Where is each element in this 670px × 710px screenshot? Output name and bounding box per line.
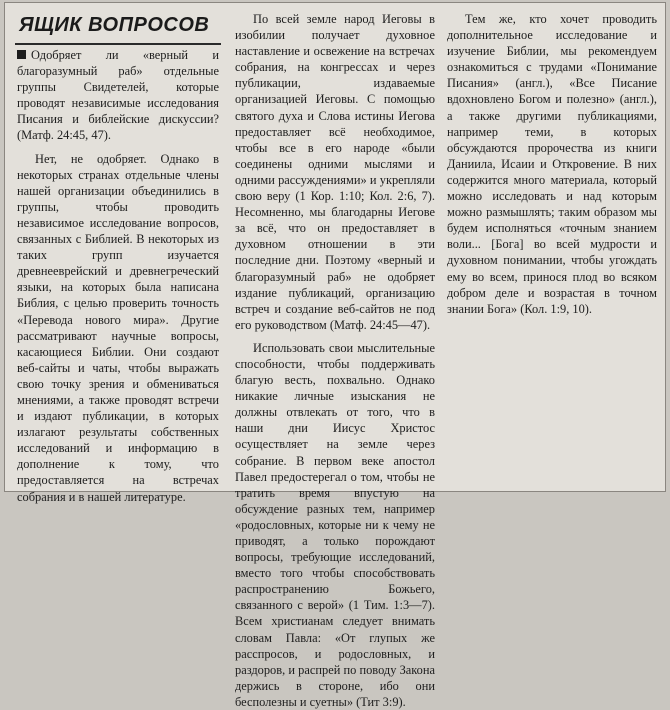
question-box	[4, 2, 666, 709]
answer-paragraph-4: Тем же, кто хочет проводить дополнительное исследование и изучение Библии, мы рекомендуем ознакомиться с трудами «Понимание Писания» (англ.), «Все Писание вдохновлено Богом и полезно» (англ.), а также другими публикациями, например теми, в которых обсуждаются пророчества из книги Даниила, Исаии и Откровение. В них содержится много материала, который можно исследовать и над которым можно размышлять; таким образом мы будем исполняться «точным знанием воли... [Бога] во всей мудрости и духовном понимании, чтобы угождать ему во всем, принося плод во всяком добром деле и возрастая в точном знании Бога» (Кол. 1:9, 10).	[447, 12, 657, 316]
column-3	[447, 11, 657, 317]
title-bar	[15, 11, 221, 45]
answer-paragraph-1: Нет, не одобряет. Однако в некоторых странах отдельные члены нашей организации объединились в группы, чтобы проводить независимое исследование вопросов, связанных с Библией. В некоторых из таких групп изучается древнееврейский и древнегреческий языки, на которых была написана Библия, с целью проверить точность «Перевода нового мира». Другие рассматривают научные вопросы, касающиеся Библии. Они создают веб-сайты и чаты, чтобы выражать свою точку зрения и обмениваться мнениями, а также проводят встречи и издают публикации, в которых излагают результаты собственных исследований и информацию в дополнение к тому, что предоставляется на встречах собрания и в нашей литературе.	[17, 151, 219, 504]
answer-paragraph-3: Использовать свои мыслительные способности, чтобы поддерживать благую весть, похвально. Однако никакие личные изыскания не должны отвлекать от того, что в наши дни Иисус Христос осуществляет на земле через собрание. В первом веке апостол Павел предостерегал о том, чтобы не тратить время впустую на обсуждение разных тем, например «родословных, которые ни к чему не приводят, а только порождают вопросы, требующие исследований, вместо того чтобы способствовать распространению Божьего, связанного с верой» (1 Тим. 1:3—7). Всем христианам следует внимать словам Павла: «От глупых же расспросов, и родословных, и раздоров, и распрей по поводу Закона держись в стороне, ибо они бесполезны и суетны» (Тит 3:9).	[235, 340, 435, 709]
column-1	[17, 47, 219, 505]
question-paragraph	[17, 47, 219, 144]
column-2	[235, 11, 435, 710]
box-title: ЯЩИК ВОПРОСОВ	[19, 14, 210, 36]
question-text: Одобряет ли «верный и благоразумный раб» отдельные группы Свидетелей, которые проводят независимые исследования Писания и библейские дискуссии? (Матф. 24:45, 47).	[17, 48, 219, 143]
answer-paragraph-2: По всей земле народ Иеговы в изобилии получает духовное наставление и освежение на встречах собрания, на конгрессах и через публикации, издаваемые организацией Иеговы. С помощью святого духа и Слова истины Иегова предоставляет всё необходимое, чтобы все в его народе «были соединены одними мыслями и одними рассуждениями» и укрепляли свою веру (1 Кор. 1:10; Кол. 2:6, 7). Несомненно, мы благодарны Иегове за всё, что он предоставляет в духовном отношении в эти последние дни. Поэтому «верный и благоразумный раб» не одобряет издание публикаций, организацию встреч и создание веб-сайтов не под его руководством (Матф. 24:45—47).	[235, 12, 435, 332]
question-bullet-icon	[17, 50, 26, 59]
